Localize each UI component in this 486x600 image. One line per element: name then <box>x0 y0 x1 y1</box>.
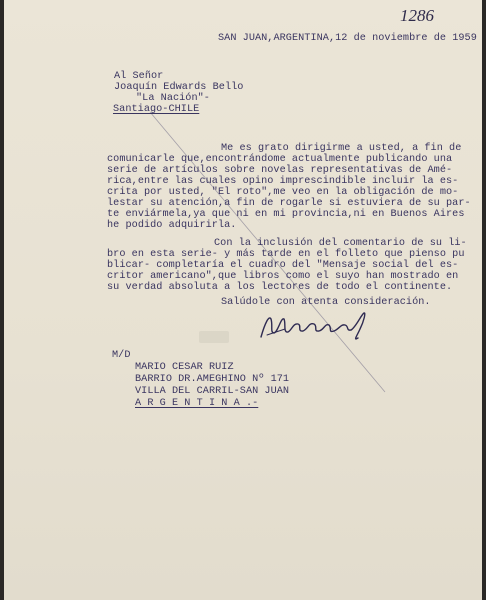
body-line: Con la inclusión del comentario de su li- <box>214 238 467 249</box>
recipient-city: Santiago-CHILE <box>113 104 200 115</box>
sender-initials: M/D <box>112 350 131 361</box>
sender-country: A R G E N T I N A .- <box>135 398 259 409</box>
body-line: Me es grato dirigirme a usted, a fin de <box>221 143 462 154</box>
body-line: lestar su atención,a fin de rogarle si estuviera de su par- <box>107 198 471 209</box>
date-line: SAN JUAN,ARGENTINA,12 de noviembre de 1959 <box>218 33 477 44</box>
body-line: su verdad absoluta a los lectores de todo el continente. <box>107 282 453 293</box>
body-line: bro en esta serie- y más tarde en el folleto que pienso pu <box>107 249 465 260</box>
body-line: blicar- completaría el cuadro del "Mensaje social del es- <box>107 260 459 271</box>
archive-number: 1286 <box>400 6 434 25</box>
sender-address: BARRIO DR.AMEGHINO Nº 171 <box>135 374 290 385</box>
recipient-name: Joaquín Edwards Bello <box>114 82 244 93</box>
closing-line: Salúdole con atenta consideración. <box>221 297 431 308</box>
body-line: he podido adquirirla. <box>107 220 237 231</box>
scan-edge-left <box>0 0 4 600</box>
body-line: te enviármela,ya que ni en mi provincia,ni en Buenos Aires <box>107 209 465 220</box>
body-line: comunicarle que,encontrándome actualmente publicando una <box>107 154 453 165</box>
handwritten-signature <box>255 305 375 345</box>
body-line: serie de artículos sobre novelas representativas de Amé- <box>107 165 453 176</box>
recipient-newspaper: "La Nación"- <box>136 93 210 104</box>
body-line: rica,entre las cuales opino imprescindible incluir la es- <box>107 176 459 187</box>
sender-locality: VILLA DEL CARRIL-SAN JUAN <box>135 386 290 397</box>
body-line: crita por usted, "El roto",me veo en la obligación de mo- <box>107 187 459 198</box>
recipient-salutation: Al Señor <box>114 71 164 82</box>
sender-name: MARIO CESAR RUIZ <box>135 362 234 373</box>
body-line: critor americano",que libros como el suyo han mostrado en <box>107 271 459 282</box>
scan-edge-right <box>482 0 486 600</box>
faded-stamp <box>199 331 229 343</box>
